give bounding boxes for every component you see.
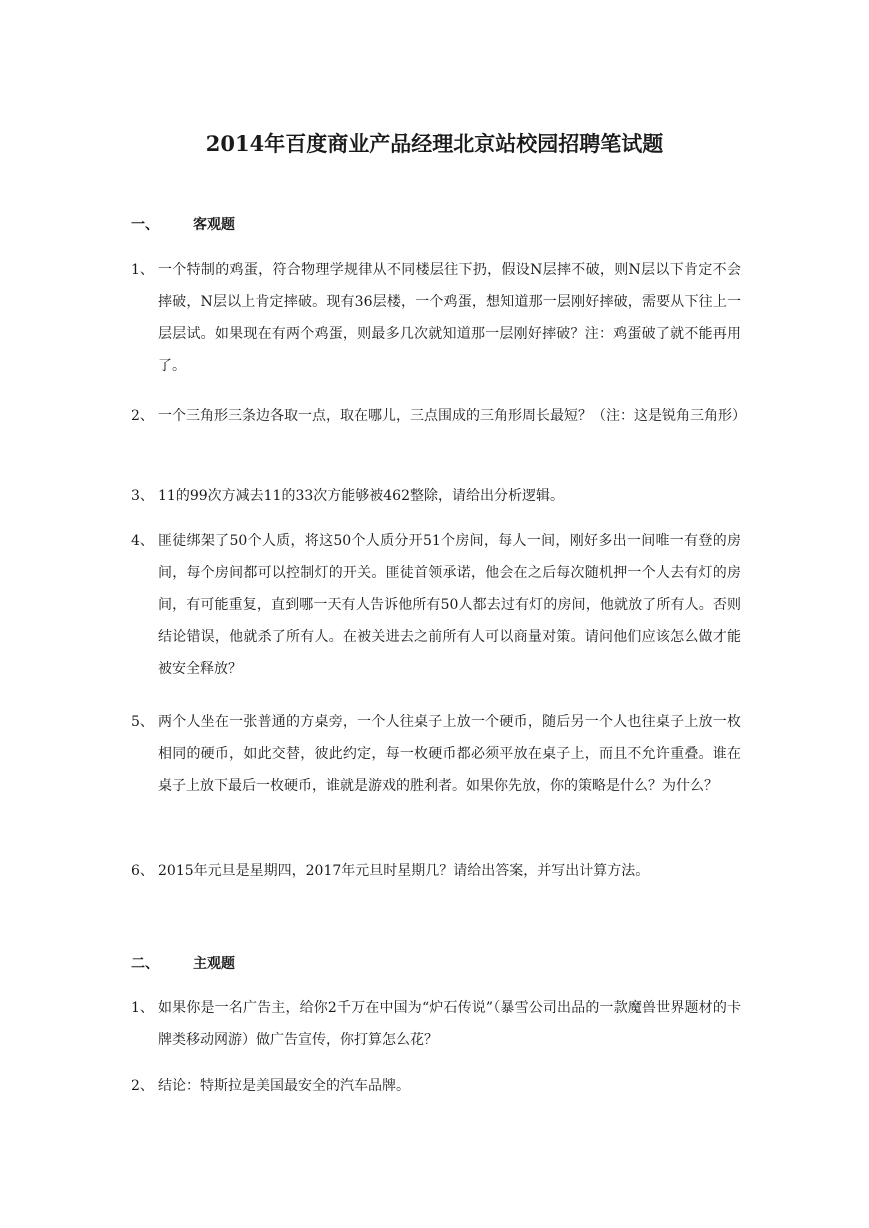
question-text: 匪徒绑架了50个人质，将这50个人质分开51个房间，每人一间，刚好多出一间唯一有登的房间，每个房间都可以控制灯的开关。匪徒首领承诺，他会在之后每次随机押一个人去有灯的房间，有可能重复，直到哪一天有人告诉他所有50人都去过有灯的房间，他就放了所有人。否则结论错误，他就杀了所有人。在被关进去之前所有人可以商量对策。请问他们应该怎么做才能被安全释放？ [158, 533, 741, 677]
question-number: 3、 [131, 488, 154, 504]
question-item [131, 1070, 741, 1102]
question-text: 11的99次方减去11的33次方能够被462整除，请给出分析逻辑。 [158, 488, 564, 504]
section-heading-subjective [131, 954, 235, 974]
question-number: 2、 [131, 1078, 154, 1094]
section-number: 一、 [131, 217, 159, 233]
section-number: 二、 [131, 956, 159, 972]
question-number: 6、 [131, 863, 154, 879]
question-number: 4、 [131, 533, 154, 549]
question-number: 1、 [131, 262, 154, 278]
question-item [131, 855, 741, 887]
question-number: 1、 [131, 1000, 154, 1016]
section-title: 客观题 [193, 217, 235, 233]
question-item [131, 400, 746, 432]
document-title: 2014年百度商业产品经理北京站校园招聘笔试题 [205, 131, 664, 156]
question-item [131, 706, 741, 802]
question-item [131, 525, 741, 685]
question-number: 2、 [131, 408, 154, 424]
question-item [131, 992, 741, 1056]
question-text: 结论：特斯拉是美国最安全的汽车品牌。 [158, 1078, 410, 1094]
question-text: 一个三角形三条边各取一点，取在哪儿，三点围成的三角形周长最短？（注：这是锐角三角形） [158, 408, 746, 424]
question-text: 如果你是一名广告主，给你2千万在中国为“炉石传说”（暴雪公司出品的一款魔兽世界题材的卡牌类移动网游）做广告宣传，你打算怎么花？ [158, 1000, 741, 1048]
question-text: 一个特制的鸡蛋，符合物理学规律从不同楼层往下扔，假设N层摔不破，则N层以下肯定不会摔破，N层以上肯定摔破。现有36层楼，一个鸡蛋，想知道那一层刚好摔破，需要从下往上一层层试。如果现在有两个鸡蛋，则最多几次就知道那一层刚好摔破？注：鸡蛋破了就不能再用了。 [158, 262, 741, 374]
section-title: 主观题 [193, 956, 235, 972]
question-item [131, 480, 741, 512]
section-heading-objective [131, 215, 235, 235]
question-text: 两个人坐在一张普通的方桌旁，一个人往桌子上放一个硬币，随后另一个人也往桌子上放一枚相同的硬币，如此交替，彼此约定，每一枚硬币都必须平放在桌子上，而且不允许重叠。谁在桌子上放下最后一枚硬币，谁就是游戏的胜利者。如果你先放，你的策略是什么？为什么？ [158, 714, 741, 794]
question-item [131, 254, 741, 382]
question-number: 5、 [131, 714, 154, 730]
question-text: 2015年元旦是星期四，2017年元旦时星期几？请给出答案，并写出计算方法。 [158, 863, 650, 879]
